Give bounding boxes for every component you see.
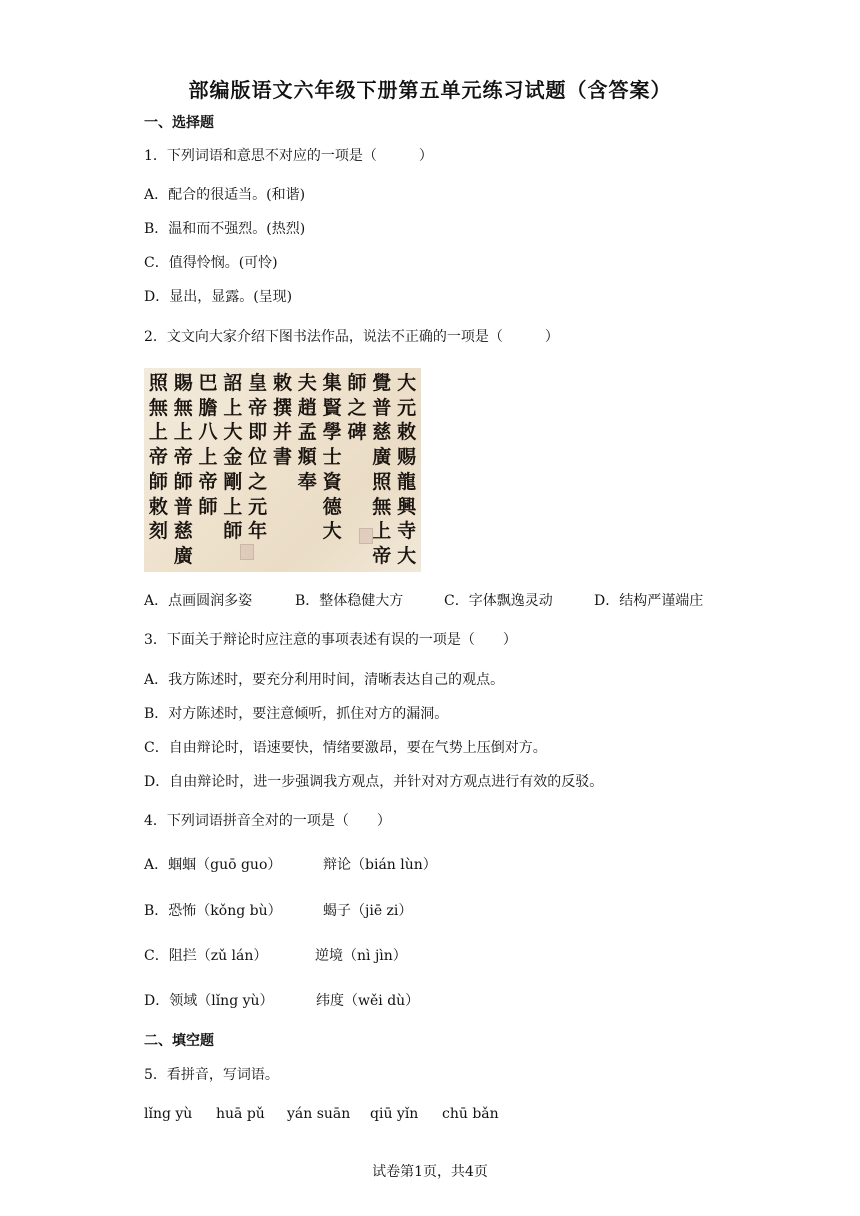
question-4-option-b-word1: B．恐怖（kǒng bù）: [144, 903, 282, 919]
calligraphy-character: 撰: [272, 396, 292, 419]
pinyin-item: lǐng yù: [144, 1106, 193, 1122]
pinyin-item: chū bǎn: [442, 1106, 499, 1122]
calligraphy-character: [345, 544, 370, 569]
calligraphy-character: 龍: [397, 470, 417, 493]
calligraphy-character: 普: [372, 396, 392, 419]
calligraphy-character: 上: [198, 446, 218, 469]
calligraphy-character: 奉: [297, 470, 317, 493]
question-2-option-d: D．结构严谨端庄: [594, 593, 704, 609]
calligraphy-character: 賜: [173, 371, 193, 394]
calligraphy-character: 碑: [347, 421, 367, 444]
calligraphy-character: 無: [148, 396, 168, 419]
calligraphy-character: 學: [322, 421, 342, 444]
question-2-option-b: B．整体稳健大方: [295, 593, 404, 609]
calligraphy-character: 無: [372, 495, 392, 518]
calligraphy-character: 孟: [297, 421, 317, 444]
calligraphy-character: 上: [223, 396, 243, 419]
calligraphy-character: 剛: [223, 470, 243, 493]
calligraphy-character: 照: [372, 470, 392, 493]
calligraphy-character: [196, 520, 221, 545]
calligraphy-character: [270, 544, 295, 569]
calligraphy-character: 夫: [297, 371, 317, 394]
calligraphy-character: 照: [148, 371, 168, 394]
calligraphy-character: 膽: [198, 396, 218, 419]
question-3-option-b: B．对方陈述时，要注意倾听，抓住对方的漏洞。: [144, 706, 449, 722]
calligraphy-character: 普: [173, 495, 193, 518]
question-4-stem: 4．下列词语拼音全对的一项是（ ）: [144, 813, 391, 829]
pinyin-item: qiū yǐn: [370, 1106, 419, 1122]
calligraphy-character: 書: [272, 446, 292, 469]
calligraphy-character: 之: [347, 396, 367, 419]
calligraphy-character: [146, 544, 171, 569]
calligraphy-character: 集: [322, 371, 342, 394]
calligraphy-character: [196, 544, 221, 569]
calligraphy-character: 趙: [297, 396, 317, 419]
seal-stamp: [359, 528, 373, 544]
calligraphy-character: 廣: [372, 446, 392, 469]
calligraphy-character: [345, 470, 370, 495]
calligraphy-character: 位: [248, 446, 268, 469]
calligraphy-character: 帝: [248, 396, 268, 419]
calligraphy-character: 大: [322, 520, 342, 543]
calligraphy-character: [270, 520, 295, 545]
calligraphy-character: [270, 495, 295, 520]
calligraphy-character: 大: [223, 421, 243, 444]
question-1-option-a: A．配合的很适当。(和谐): [144, 187, 306, 203]
calligraphy-character: 賢: [322, 396, 342, 419]
calligraphy-character: 大: [397, 545, 417, 568]
seal-stamp: [240, 544, 254, 560]
calligraphy-character: 資: [322, 470, 342, 493]
question-3-option-c: C．自由辩论时，语速要快，情绪要激昂，要在气势上压倒对方。: [144, 740, 547, 756]
question-4-option-b-word2: 蝎子（jiē zi）: [323, 903, 413, 919]
question-3-option-a: A．我方陈述时，要充分利用时间，清晰表达自己的观点。: [144, 672, 505, 688]
question-2-stem: 2．文文向大家介绍下图书法作品，说法不正确的一项是（ ）: [144, 329, 559, 345]
question-1-stem: 1．下列词语和意思不对应的一项是（ ）: [144, 148, 433, 164]
question-4-option-a-word1: A．蝈蝈（guō guo）: [144, 857, 282, 873]
calligraphy-character: 德: [322, 495, 342, 518]
calligraphy-character: 師: [173, 470, 193, 493]
calligraphy-character: 赐: [397, 446, 417, 469]
calligraphy-character: 上: [173, 421, 193, 444]
question-1-option-b: B．温和而不强烈。(热烈): [144, 221, 306, 237]
question-3-stem: 3．下面关于辩论时应注意的事项表述有误的一项是（ ）: [144, 632, 517, 648]
calligraphy-character: 并: [272, 421, 292, 444]
question-1-option-d: D．显出，显露。(呈现): [144, 289, 293, 305]
calligraphy-character: 大: [397, 371, 417, 394]
calligraphy-character: 刻: [148, 520, 168, 543]
calligraphy-character: 上: [148, 421, 168, 444]
question-2-option-a: A．点画圆润多姿: [144, 593, 253, 609]
question-4-option-d-word2: 纬度（wěi dù）: [316, 993, 420, 1009]
calligraphy-character: 八: [198, 421, 218, 444]
calligraphy-character: 上: [372, 520, 392, 543]
calligraphy-character: 頫: [297, 446, 317, 469]
question-1-option-c: C．值得怜悯。(可怜): [144, 255, 278, 271]
section-heading-fill-blank: 二、填空题: [144, 1033, 214, 1049]
pinyin-item: yán suān: [287, 1106, 351, 1122]
question-4-option-c-word1: C．阻拦（zǔ lán）: [144, 948, 268, 964]
section-heading-choice: 一、选择题: [144, 115, 214, 131]
calligraphy-character: 年: [248, 520, 268, 543]
calligraphy-character: 敕: [148, 495, 168, 518]
question-4-option-c-word2: 逆境（nì jìn）: [315, 948, 407, 964]
calligraphy-character: 慈: [372, 421, 392, 444]
calligraphy-character: [295, 544, 320, 569]
calligraphy-character: 巴: [198, 371, 218, 394]
calligraphy-character: [320, 544, 345, 569]
calligraphy-character: 師: [223, 520, 243, 543]
calligraphy-character: 師: [347, 371, 367, 394]
calligraphy-character: 之: [248, 470, 268, 493]
calligraphy-character: 士: [322, 446, 342, 469]
calligraphy-character: 金: [223, 446, 243, 469]
calligraphy-character: [345, 495, 370, 520]
page-footer: 试卷第1页，共4页: [372, 1164, 488, 1180]
calligraphy-character: 慈: [173, 520, 193, 543]
calligraphy-character: 元: [397, 396, 417, 419]
page-title: 部编版语文六年级下册第五单元练习试题（含答案）: [188, 78, 672, 102]
calligraphy-character: 上: [223, 495, 243, 518]
calligraphy-image: [144, 368, 421, 572]
calligraphy-character: 廣: [173, 545, 193, 568]
calligraphy-character: 帝: [173, 446, 193, 469]
pinyin-item: huā pǔ: [216, 1106, 265, 1122]
calligraphy-character: 師: [148, 470, 168, 493]
calligraphy-characters: [146, 371, 419, 569]
calligraphy-character: 敕: [272, 371, 292, 394]
calligraphy-character: 敕: [397, 421, 417, 444]
calligraphy-character: [295, 520, 320, 545]
calligraphy-character: 師: [198, 495, 218, 518]
calligraphy-character: [295, 495, 320, 520]
calligraphy-character: 帝: [198, 470, 218, 493]
calligraphy-character: 元: [248, 495, 268, 518]
question-5-stem: 5．看拼音，写词语。: [144, 1067, 279, 1083]
calligraphy-character: [270, 470, 295, 495]
calligraphy-character: 詔: [223, 371, 243, 394]
calligraphy-character: 覺: [372, 371, 392, 394]
calligraphy-character: 即: [248, 421, 268, 444]
question-4-option-a-word2: 辩论（bián lùn）: [323, 857, 437, 873]
calligraphy-character: 皇: [248, 371, 268, 394]
calligraphy-character: [345, 445, 370, 470]
question-3-option-d: D．自由辩论时，进一步强调我方观点，并针对对方观点进行有效的反驳。: [144, 774, 604, 790]
calligraphy-character: 寺: [397, 520, 417, 543]
calligraphy-character: 無: [173, 396, 193, 419]
question-4-option-d-word1: D．领域（lǐng yù）: [144, 993, 274, 1009]
question-2-option-c: C．字体飘逸灵动: [444, 593, 553, 609]
calligraphy-character: 興: [397, 495, 417, 518]
calligraphy-character: 帝: [372, 545, 392, 568]
calligraphy-character: 帝: [148, 446, 168, 469]
